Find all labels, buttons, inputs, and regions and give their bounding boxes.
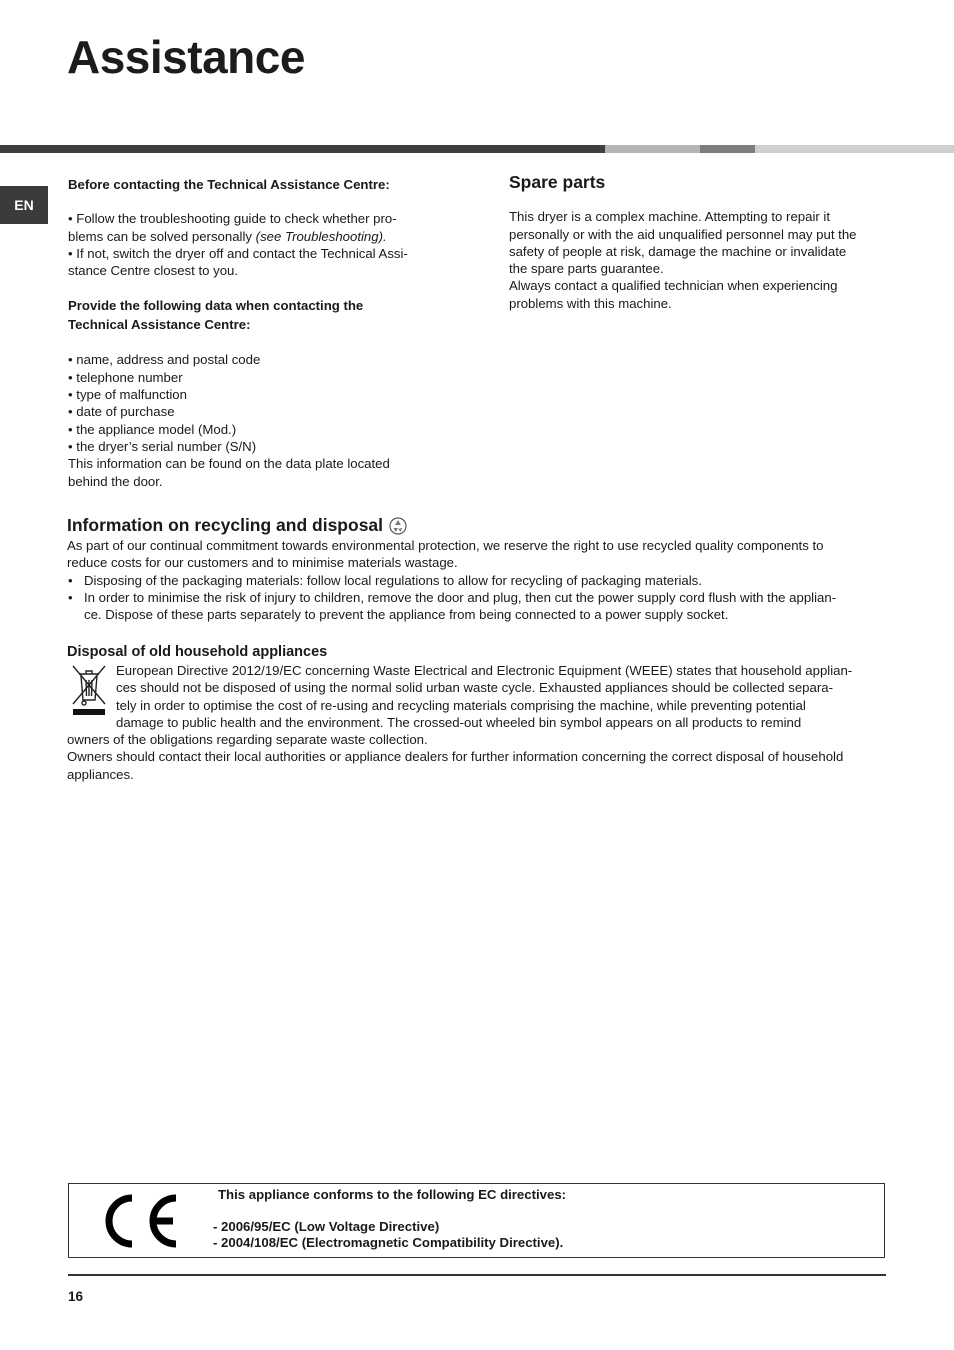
- disposal-line: owners of the obligations regarding separate waste collection.: [67, 732, 428, 748]
- provide-data-heading-line1: Provide the following data when contacting the: [68, 298, 364, 314]
- footer-rule: [68, 1274, 886, 1276]
- page-title: Assistance: [67, 31, 305, 83]
- disposal-line: damage to public health and the environment. The crossed-out wheeled bin symbol appears on all products to remind: [116, 714, 802, 730]
- disposal-line: tely in order to optimise the cost of re-using and recycling materials comprising the machine, while preventing potential: [116, 697, 806, 713]
- list-item: • the dryer’s serial number (S/N): [68, 438, 257, 454]
- header-bar-dark: [0, 145, 605, 153]
- data-plate-note-line2: behind the door.: [68, 473, 163, 489]
- spare-parts-line: personally or with the aid unqualified personnel may put the: [509, 226, 857, 242]
- header-bar-light: [755, 145, 954, 153]
- spare-parts-line: This dryer is a complex machine. Attempting to repair it: [509, 209, 831, 225]
- recycling-intro-line2: reduce costs for our customers and to minimise materials wastage.: [67, 555, 458, 571]
- bullet-troubleshooting-text: blems can be solved personally: [68, 228, 256, 244]
- bullet-contact-line1: • If not, switch the dryer off and contact the Technical Assi-: [68, 245, 408, 261]
- before-contacting-section: [68, 176, 468, 490]
- recycling-heading: [67, 517, 897, 535]
- spare-parts-line: problems with this machine.: [509, 295, 672, 311]
- list-item: • name, address and postal code: [68, 352, 261, 368]
- language-tab: EN: [0, 186, 48, 224]
- recycling-bullet-children: [67, 589, 897, 624]
- list-item: • telephone number: [68, 369, 183, 385]
- crossed-bin-icon: [69, 662, 109, 718]
- spare-parts-line: safety of people at risk, damage the machine or invalidate: [509, 243, 847, 259]
- recycling-bullet-children-line1: In order to minimise the risk of injury to children, remove the door and plug, then cut the power supply cord flush with the applian-: [84, 589, 837, 605]
- disposal-line: European Directive 2012/19/EC concerning Waste Electrical and Electronic Equipment (WEEE) states that household applian-: [116, 663, 853, 678]
- disposal-section: [67, 643, 897, 783]
- disposal-line: ces should not be disposed of using the normal solid urban waste cycle. Exhausted appliances should be collected separa-: [116, 680, 833, 696]
- page-number: 16: [68, 1289, 84, 1304]
- recycling-icon: [389, 517, 407, 535]
- recycling-bullet-packaging: • Disposing of the packaging materials: follow local regulations to allow for recycling of packaging materials.: [67, 572, 897, 589]
- ec-heading: This appliance conforms to the following EC directives:: [218, 1187, 567, 1202]
- ec-directive: - 2004/108/EC (Electromagnetic Compatibility Directive).: [213, 1235, 564, 1250]
- recycling-intro-line1: As part of our continual commitment towards environmental protection, we reserve the right to use recycled quality components to: [67, 538, 824, 553]
- bullet-contact-line2: stance Centre closest to you.: [68, 263, 239, 279]
- troubleshooting-reference: (see Troubleshooting).: [255, 228, 387, 244]
- disposal-line: Owners should contact their local authorities or appliance dealers for further information concerning the correct disposal of household: [67, 749, 844, 765]
- recycling-section: [67, 517, 897, 623]
- bullet-troubleshooting-line1: • Follow the troubleshooting guide to check whether pro-: [68, 211, 397, 227]
- list-item: • date of purchase: [68, 404, 175, 420]
- disposal-line: appliances.: [67, 766, 134, 782]
- recycling-bullet-children-line2: ce. Dispose of these parts separately to prevent the appliance from being connected to a power supply socket.: [84, 607, 729, 623]
- recycling-list: [67, 572, 897, 624]
- recycling-heading-text: Information on recycling and disposal: [67, 515, 384, 536]
- disposal-heading: Disposal of old household appliances: [67, 644, 328, 660]
- spare-parts-heading: Spare parts: [509, 172, 606, 192]
- ce-mark-icon: [99, 1191, 181, 1251]
- spare-parts-section: [509, 174, 899, 312]
- bullet-troubleshooting-line2: [68, 228, 468, 245]
- before-contacting-heading: Before contacting the Technical Assistance Centre:: [68, 177, 390, 192]
- header-bar-mid: [605, 145, 700, 153]
- spare-parts-line: the spare parts guarantee.: [509, 261, 664, 277]
- list-item: • the appliance model (Mod.): [68, 421, 237, 437]
- provide-data-heading-line2: Technical Assistance Centre:: [68, 317, 251, 333]
- list-item: • type of malfunction: [68, 387, 187, 403]
- header-bar-gray: [700, 145, 755, 153]
- ec-directive: - 2006/95/EC (Low Voltage Directive): [213, 1219, 440, 1234]
- ec-conformity-box: [68, 1183, 885, 1258]
- spare-parts-line: Always contact a qualified technician when experiencing: [509, 278, 838, 294]
- data-plate-note-line1: This information can be found on the data plate located: [68, 456, 390, 472]
